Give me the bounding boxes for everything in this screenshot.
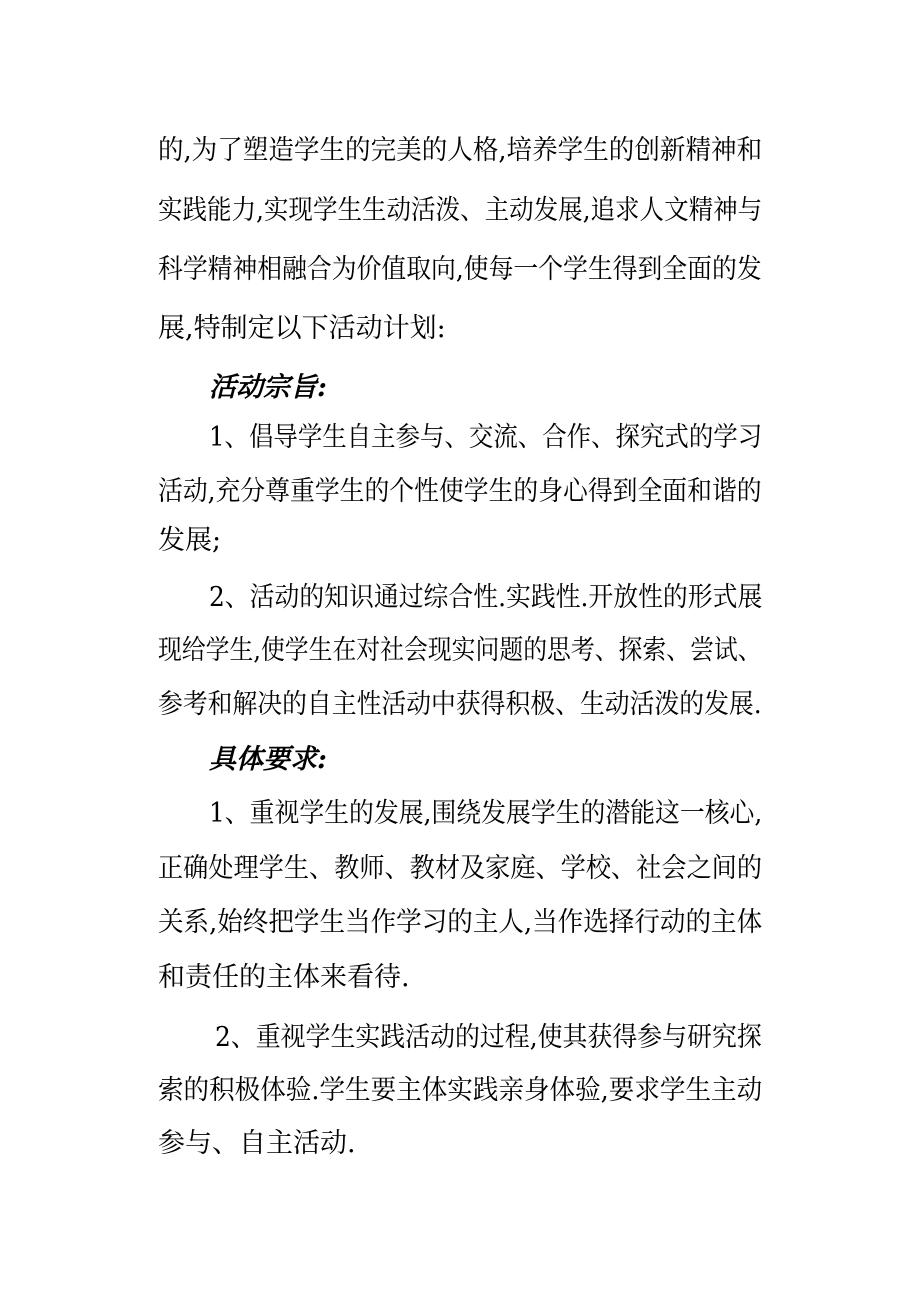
intro-line: 科学精神相融合为价值取向,使每一个学生得到全面的发 [158, 254, 762, 285]
purpose-item-1-line: 1、倡导学生自主参与、交流、合作、探究式的学习 [209, 422, 763, 453]
section-heading-requirements: 具体要求: [209, 744, 327, 775]
requirements-item-1-line: 1、重视学生的发展,围绕发展学生的潜能这一核心, [209, 798, 763, 829]
purpose-item-2-line: 2、活动的知识通过综合性.实践性.开放性的形式展 [209, 582, 763, 613]
requirements-item-1-line: 和责任的主体来看待. [158, 962, 410, 993]
intro-line: 的,为了塑造学生的完美的人格,培养学生的创新精神和 [158, 135, 763, 166]
purpose-item-2-line: 参考和解决的自主性活动中获得积极、生动活泼的发展. [158, 689, 762, 720]
requirements-item-2-line: 参与、自主活动. [158, 1128, 356, 1159]
requirements-item-2-line: 2、重视学生实践活动的过程,使其获得参与研究探 [215, 1022, 762, 1053]
purpose-item-1-line: 活动,充分尊重学生的个性使学生的身心得到全面和谐的 [158, 476, 762, 507]
intro-line: 实践能力,实现学生生动活泼、主动发展,追求人文精神与 [158, 195, 763, 226]
requirements-item-2-line: 索的积极体验.学生要主体实践亲身体验,要求学生主动 [158, 1075, 763, 1106]
requirements-item-1-line: 关系,始终把学生当作学习的主人,当作选择行动的主体 [158, 907, 763, 938]
requirements-item-1-line: 正确处理学生、教师、教材及家庭、学校、社会之间的 [158, 853, 763, 884]
intro-line: 展,特制定以下活动计划: [158, 313, 446, 344]
purpose-item-1-line: 发展; [158, 525, 222, 556]
section-heading-purpose: 活动宗旨: [209, 372, 327, 403]
purpose-item-2-line: 现给学生,使学生在对社会现实问题的思考、探索、尝试、 [158, 635, 762, 666]
